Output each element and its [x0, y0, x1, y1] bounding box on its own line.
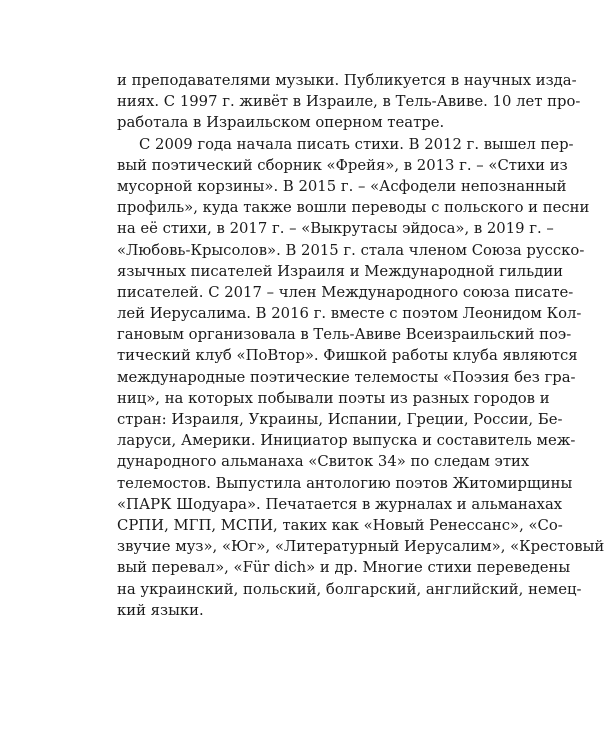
text-line: международные поэтические телемосты «Поэзия без гра-	[117, 368, 576, 386]
text-line: СРПИ, МГП, МСПИ, таких как «Новый Ренессанс», «Со-	[117, 516, 563, 534]
text-line: вый поэтический сборник «Фрейя», в 2013 г. – «Стихи из	[117, 156, 568, 174]
text-line: дународного альманаха «Свиток 34» по следам этих	[117, 453, 530, 471]
page-text	[117, 70, 604, 621]
text-line: гановым организовала в Тель-Авиве Всеизраильский поэ-	[117, 326, 572, 344]
text-line: ларуси, Америки. Инициатор выпуска и составитель меж-	[117, 432, 576, 450]
text-line: стран: Израиля, Украины, Испании, Греции, России, Бе-	[117, 411, 563, 428]
text-line: на её стихи, в 2017 г. – «Выкрутасы эйдоса», в 2019 г. –	[117, 220, 554, 238]
text-line: профиль», куда также вошли переводы с польского и песни	[117, 199, 590, 217]
text-line: лей Иерусалима. В 2016 г. вместе с поэтом Леонидом Кол-	[117, 305, 582, 323]
text-line: язычных писателей Израиля и Международной гильдии	[117, 262, 564, 280]
text-line: ниях. С 1997 г. живёт в Израиле, в Тель-Авиве. 10 лет про-	[117, 93, 581, 111]
paragraph-1	[117, 70, 581, 134]
text-line: вый перевал», «Für dich» и др. Многие стихи переведены	[117, 559, 571, 577]
text-line: на украинский, польский, болгарский, английский, немец-	[117, 580, 582, 598]
text-line: мусорной корзины». В 2015 г. – «Асфодели непознанный	[117, 177, 567, 195]
text-line: работала в Израильском оперном театре.	[117, 114, 445, 132]
text-line: «Любовь-Крысолов». В 2015 г. стала членом Союза русско-	[117, 241, 585, 259]
text-line: телемостов. Выпустила антологию поэтов Житомирщины	[117, 474, 573, 492]
paragraph-2	[117, 134, 604, 621]
text-line: ниц», на которых побывали поэты из разных городов и	[117, 389, 550, 407]
text-line: звучие муз», «Юг», «Литературный Иерусалим», «Крестовый	[117, 538, 604, 556]
text-line: и преподавателями музыки. Публикуется в научных изда-	[117, 72, 577, 89]
text-line: тический клуб «ПоВтор». Фишкой работы клуба являются	[117, 347, 578, 365]
text-line: писателей. С 2017 – член Международного союза писате-	[117, 283, 574, 301]
text-line: С 2009 года начала писать стихи. В 2012 г. вышел пер-	[139, 135, 574, 153]
text-line: кий языки.	[117, 601, 204, 619]
text-line: «ПАРК Шодуара». Печатается в журналах и альманахах	[117, 495, 563, 513]
